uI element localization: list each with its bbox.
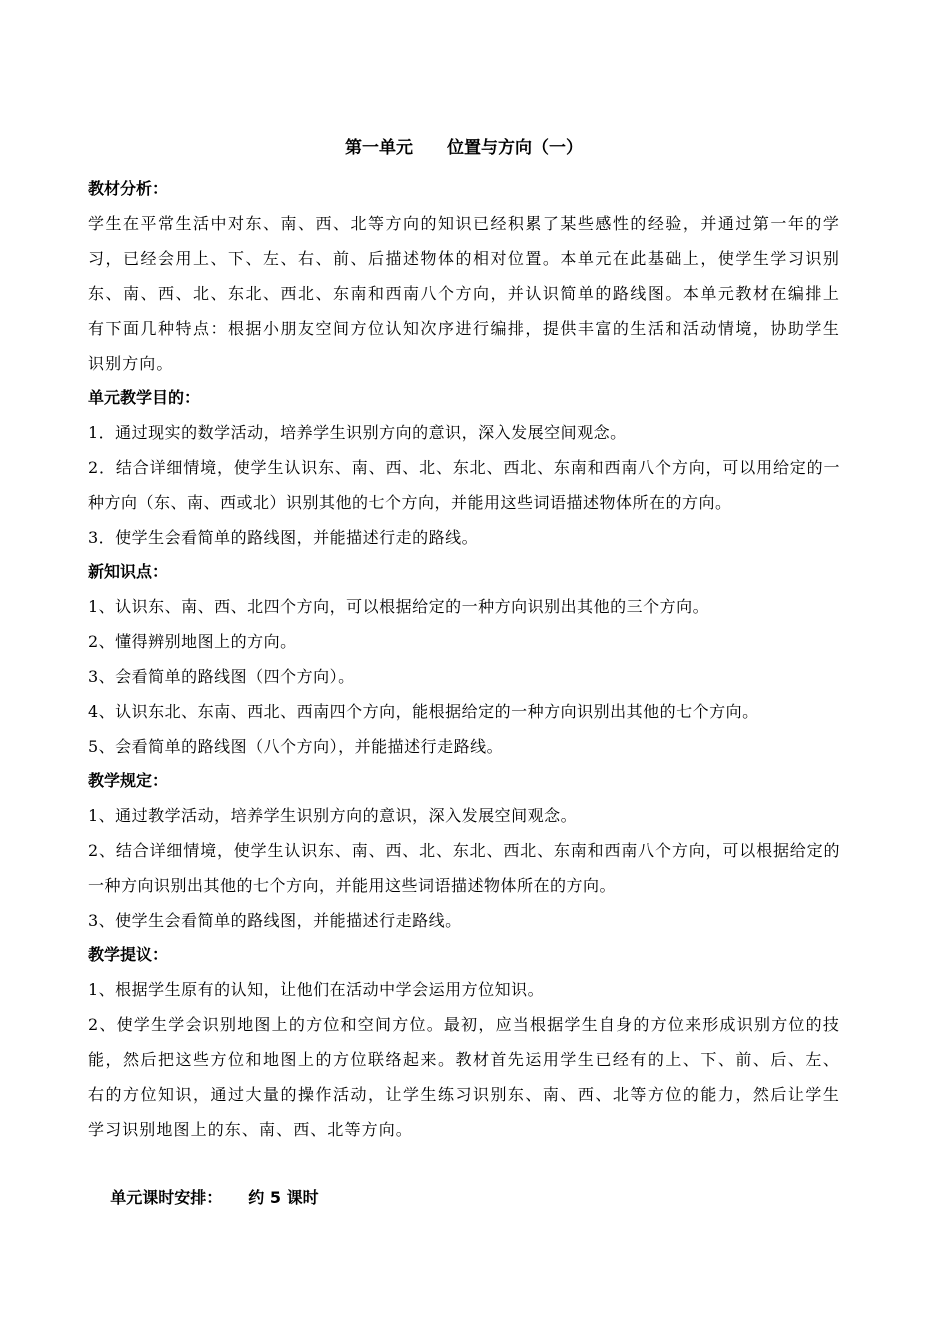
document-title: 第一单元 位置与方向（一） xyxy=(345,138,583,158)
unit-schedule-value: 约 5 课时 xyxy=(248,1188,319,1207)
document-page xyxy=(88,136,840,1249)
section-paragraph: 3．使学生会看简单的路线图，并能描述行走的路线。 xyxy=(88,528,479,547)
section-paragraph: 学生在平常生活中对东、南、西、北等方向的知识已经积累了某些感性的经验，并通过第一年的学习，已经会用上、下、左、右、前、后描述物体的相对位置。本单元在此基础上，使学生学习识别东、南、西、北、东北、西北、东南和西南八个方向，并认识简单的路线图。本单元教材在编排上有下面几种特点：根据小朋友空间方位认知次序进行编排，提供丰富的生活和活动情境，协助学生识别方向。 xyxy=(88,214,840,373)
section-paragraph: 4、认识东北、东南、西北、西南四个方向，能根据给定的一种方向识别出其他的七个方向。 xyxy=(88,702,759,721)
section-paragraph: 3、使学生会看简单的路线图，并能描述行走路线。 xyxy=(88,911,462,930)
section-textbook-analysis xyxy=(88,172,840,381)
section-paragraph: 1、通过教学活动，培养学生识别方向的意识，深入发展空间观念。 xyxy=(88,806,578,825)
unit-schedule xyxy=(88,1147,840,1249)
section-paragraph: 3、会看简单的路线图（四个方向）。 xyxy=(88,667,355,686)
section-paragraph: 2．结合详细情境，使学生认识东、南、西、北、东北、西北、东南和西南八个方向，可以用给定的一种方向（东、南、西或北）识别其他的七个方向，并能用这些词语描述物体所在的方向。 xyxy=(88,458,840,512)
section-paragraph: 1．通过现实的数学活动，培养学生识别方向的意识，深入发展空间观念。 xyxy=(88,423,627,442)
section-heading: 教材分析： xyxy=(88,179,169,198)
section-paragraph: 2、使学生学会识别地图上的方位和空间方位。最初，应当根据学生自身的方位来形成识别方位的技能，然后把这些方位和地图上的方位联络起来。教材首先运用学生已经有的上、下、前、后、左、右的方位知识，通过大量的操作活动，让学生练习识别东、南、西、北等方位的能力，然后让学生学习识别地图上的东、南、西、北等方向。 xyxy=(88,1015,840,1139)
section-paragraph: 1、根据学生原有的认知，让他们在活动中学会运用方位知识。 xyxy=(88,980,545,999)
section-paragraph: 2、懂得辨别地图上的方向。 xyxy=(88,632,297,651)
section-paragraph: 1、认识东、南、西、北四个方向，可以根据给定的一种方向识别出其他的三个方向。 xyxy=(88,597,710,616)
section-paragraph: 2、结合详细情境，使学生认识东、南、西、北、东北、西北、东南和西南八个方向，可以根据给定的一种方向识别出其他的七个方向，并能用这些词语描述物体所在的方向。 xyxy=(88,841,840,895)
section-heading: 教学提议： xyxy=(88,945,169,964)
section-teaching-requirements xyxy=(88,764,840,938)
section-teaching-suggestions xyxy=(88,938,840,1147)
section-heading: 单元教学目的： xyxy=(88,388,201,407)
unit-schedule-label: 单元课时安排： xyxy=(110,1188,223,1207)
section-heading: 新知识点： xyxy=(88,562,169,581)
section-new-knowledge xyxy=(88,555,840,764)
section-paragraph: 5、会看简单的路线图（八个方向），并能描述行走路线。 xyxy=(88,737,504,756)
section-heading: 教学规定： xyxy=(88,771,169,790)
section-unit-objectives xyxy=(88,381,840,555)
